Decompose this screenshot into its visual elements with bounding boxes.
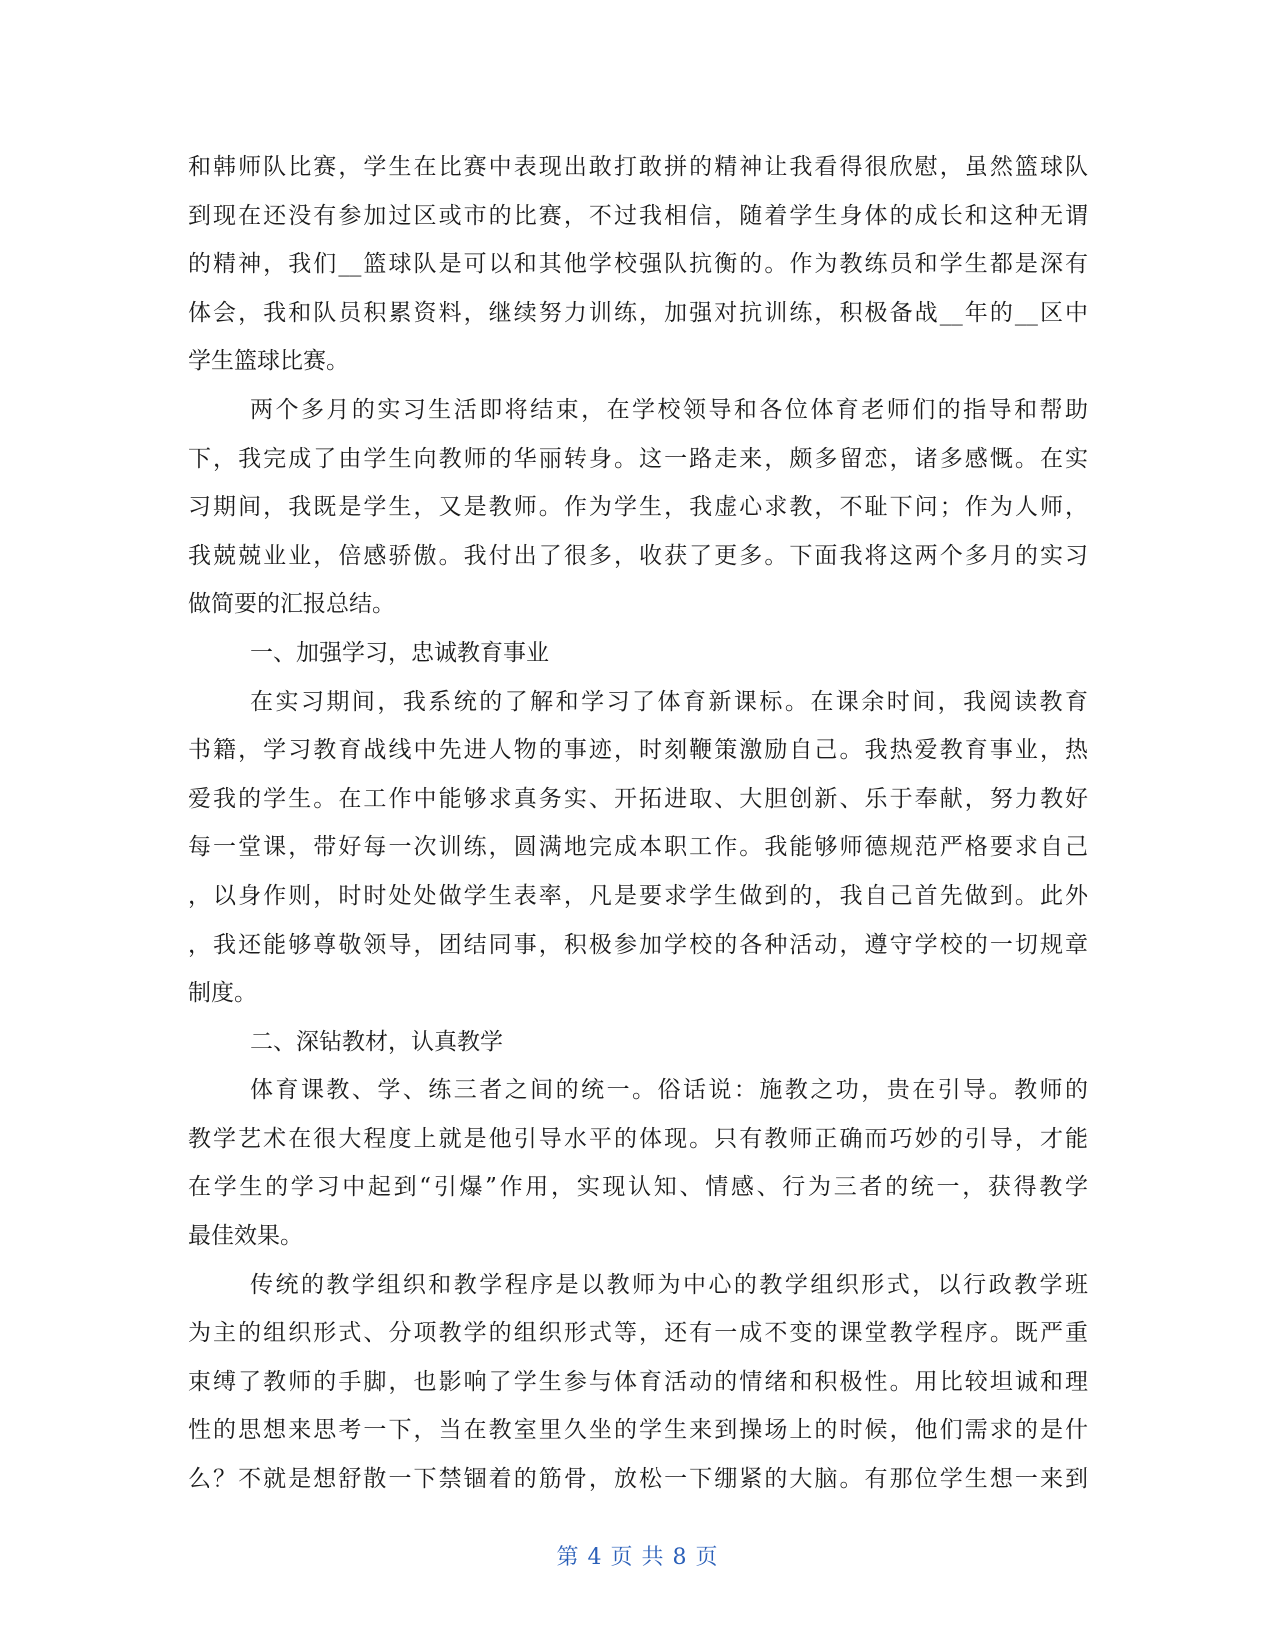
text-line: ，我还能够尊敬领导，团结同事，积极参加学校的各种活动，遵守学校的一切规章 (188, 931, 1088, 958)
text-line: 和韩师队比赛，学生在比赛中表现出敢打敢拼的精神让我看得很欣慰，虽然篮球队 (188, 154, 1088, 180)
text-line: 制度。 (188, 980, 257, 1007)
text-line: 在实习期间，我系统的了解和学习了体育新课标。在课余时间，我阅读教育 (250, 688, 1088, 715)
page-footer: 第 4 页 共 8 页 (556, 1545, 719, 1570)
paragraph (188, 629, 1088, 678)
text-line: 下，我完成了由学生向教师的华丽转身。这一路走来，颇多留恋，诸多感慨。在实 (188, 445, 1088, 472)
text-line: 传统的教学组织和教学程序是以教师为中心的教学组织形式，以行政教学班 (250, 1271, 1088, 1298)
text-line: 性的思想来思考一下，当在教室里久坐的学生来到操场上的时候，他们需求的是什 (188, 1417, 1088, 1444)
paragraph (188, 678, 1088, 1018)
text-line: 体会，我和队员积累资料，继续努力训练，加强对抗训练，积极备战__年的__区中 (188, 299, 1088, 326)
text-line: 书籍，学习教育战线中先进人物的事迹，时刻鞭策激励自己。我热爱教育事业，热 (188, 737, 1088, 764)
paragraph (188, 1018, 1088, 1067)
text-line: 最佳效果。 (188, 1223, 303, 1250)
paragraph (188, 1261, 1088, 1504)
text-line: 爱我的学生。在工作中能够求真务实、开拓进取、大胆创新、乐于奉献，努力教好 (188, 785, 1088, 812)
text-line: 到现在还没有参加过区或市的比赛，不过我相信，随着学生身体的成长和这种无谓 (188, 202, 1088, 229)
text-line: 两个多月的实习生活即将结束，在学校领导和各位体育老师们的指导和帮助 (250, 396, 1088, 423)
paragraph (188, 1066, 1088, 1260)
paragraph (188, 143, 1088, 386)
text-line: 束缚了教师的手脚，也影响了学生参与体育活动的情绪和积极性。用比较坦诚和理 (188, 1368, 1088, 1395)
text-line: ，以身作则，时时处处做学生表率，凡是要求学生做到的，我自己首先做到。此外 (188, 882, 1088, 909)
text-line: 做简要的汇报总结。 (188, 591, 395, 618)
text-line: 每一堂课，带好每一次训练，圆满地完成本职工作。我能够师德规范严格要求自己 (188, 834, 1088, 861)
text-line: 在学生的学习中起到“引爆”作用，实现认知、情感、行为三者的统一，获得教学 (188, 1174, 1088, 1201)
text-line: 一、加强学习，忠诚教育事业 (250, 639, 549, 666)
text-line: 教学艺术在很大程度上就是他引导水平的体现。只有教师正确而巧妙的引导，才能 (188, 1125, 1088, 1152)
text-line: 么？不就是想舒散一下禁锢着的筋骨，放松一下绷紧的大脑。有那位学生想一来到 (188, 1466, 1088, 1493)
text-line: 体育课教、学、练三者之间的统一。俗话说：施教之功，贵在引导。教师的 (250, 1077, 1088, 1104)
text-line: 二、深钻教材，认真教学 (250, 1028, 503, 1055)
text-line: 学生篮球比赛。 (188, 348, 349, 375)
text-line: 为主的组织形式、分项教学的组织形式等，还有一成不变的课堂教学程序。既严重 (188, 1320, 1088, 1347)
text-line: 习期间，我既是学生，又是教师。作为学生，我虚心求教，不耻下问；作为人师， (188, 494, 1088, 521)
document-body (188, 143, 1088, 1504)
paragraph (188, 386, 1088, 629)
text-line: 的精神，我们__篮球队是可以和其他学校强队抗衡的。作为教练员和学生都是深有 (188, 251, 1088, 278)
text-line: 我兢兢业业，倍感骄傲。我付出了很多，收获了更多。下面我将这两个多月的实习 (188, 542, 1088, 569)
